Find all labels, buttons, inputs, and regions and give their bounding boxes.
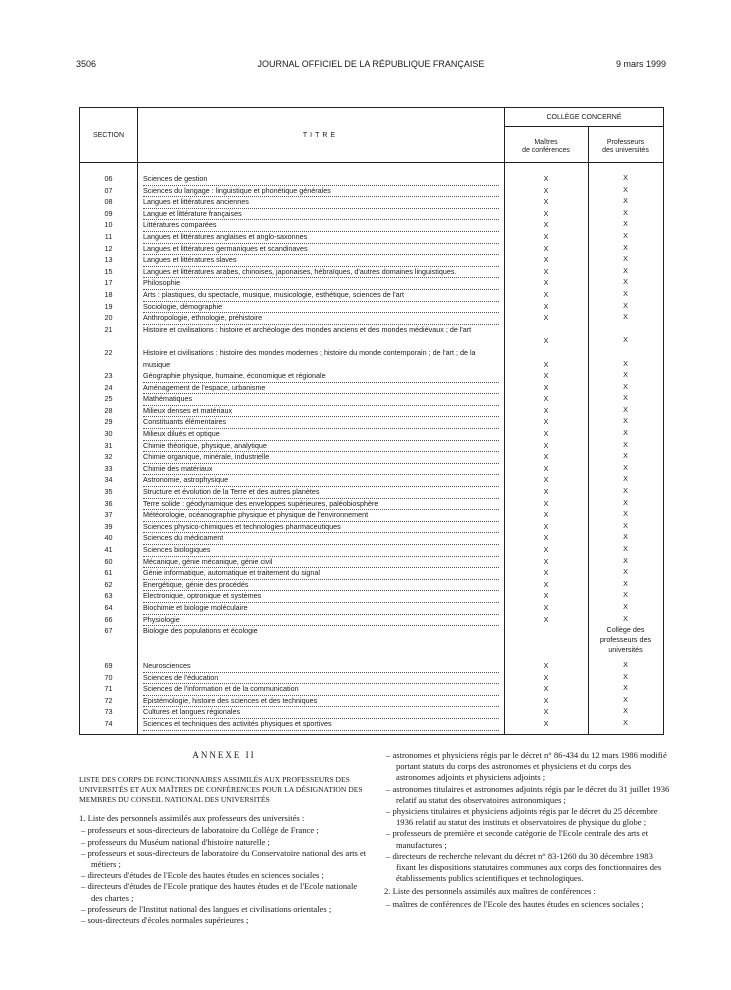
professeurs-mark: X [623,300,628,310]
professeurs-mark: X [623,358,628,368]
professeurs-mark: X [623,509,628,519]
col-header-professeurs [588,139,663,155]
professeurs-mark: X [623,578,628,588]
professeurs-mark: X [623,254,628,264]
professeurs-mark: X [623,520,628,530]
maitres-mark: X [543,255,549,265]
table-row [80,173,663,185]
section-number: 13 [104,255,113,265]
professeurs-mark: X [623,486,628,496]
table-row [80,254,663,266]
professeurs-mark: X [623,544,628,553]
annex-list-item: – professeurs et sous-directeurs de laboratoire du Conservatoire national des arts et métiers ; [81,847,367,870]
table-row [80,625,663,660]
section-number: 36 [104,498,113,508]
section-title: Arts : plastiques, du spectacle, musique, musicologie, esthétique, sciences de l'art [143,289,499,302]
maitres-mark: X [543,440,549,450]
section-title: Génie informatique, automatique et traitement du signal [143,567,499,580]
header-divider [504,126,663,127]
maitres-mark: X [543,231,549,241]
section-number: 19 [104,301,113,311]
maitres-mark: X [543,718,549,728]
table-row [80,695,663,707]
section-number: 25 [104,394,113,404]
table-row [80,486,663,498]
professeurs-mark: X [623,173,628,182]
table-row [80,301,663,313]
annex-list-item: – astronomes et physiciens régis par le décret n° 86-434 du 12 mars 1986 modifié portant statuts du corps des astronomes et physiciens et du corps des astronomes adjoints et physiciens adjoints ; [386,750,667,783]
table-row [80,428,663,440]
professeurs-mark: X [623,683,628,693]
table-row [80,463,663,475]
section-title: Energétique, génie des procédés [143,579,499,592]
section-title: Littératures comparées [143,219,499,232]
section-number: 34 [104,475,113,485]
section-number: 22 [104,347,113,357]
table-row [80,451,663,463]
section-number: 71 [104,684,113,694]
annex-paragraph: 1. Liste des personnels assimilés aux professeurs des universités : [79,813,305,824]
section-title: Astronomie, astrophysique [143,474,499,487]
section-number: 12 [104,243,113,253]
maitres-mark: X [543,208,549,218]
table-row [80,382,663,394]
section-title: Structure et évolution de la Terre et des autres planètes [143,486,499,499]
professeurs-mark: Collège des professeurs des universités [599,625,652,655]
professeurs-mark: X [623,462,628,472]
professeurs-mark: X [623,555,628,565]
col-header-college: COLLÈGE CONCERNÉ [546,114,622,121]
table-row [80,347,663,370]
section-number: 63 [104,591,113,601]
annex-list-item: – directeurs d'études de l'Ecole des hautes études en sciences sociales ; [81,870,324,881]
professeurs-mark: X [623,184,628,194]
professeurs-mark: X [623,659,628,669]
section-number: 64 [104,602,113,612]
section-title: Météorologie, océanographie physique et physique de l'environnement [143,509,499,522]
page-number: 3506 [76,59,97,69]
professeurs-mark: X [623,196,628,206]
col-header-professeurs-line1: Professeurs [606,139,645,146]
section-number: 61 [104,568,113,578]
annex-list-item: – directeurs d'études de l'Ecole pratique des hautes études et de l'Ecole nationale des chartes ; [81,881,358,903]
section-title: Biologie des populations et écologie [143,626,258,636]
section-title: Sciences de l'éducation [143,672,499,685]
section-title: Histoire et civilisations : histoire et archéologie des mondes anciens et des mondes médiévaux ; de l'art [143,324,472,334]
annex-list-item: – astronomes titulaires et astronomes adjoints régis par le décret du 31 juillet 1936 relatif au statut des observatoires astronomiques ; [386,783,670,805]
maitres-mark: X [543,174,549,183]
table-row [80,544,663,556]
section-number: 33 [104,463,113,473]
professeurs-mark: X [623,242,628,252]
maitres-mark: X [543,371,549,381]
col-header-maitres-line1: Maîtres [534,139,558,146]
maitres-mark: X [543,336,549,346]
maitres-mark: X [543,556,549,566]
maitres-mark: X [543,429,549,439]
maitres-mark: X [543,707,549,717]
table-row [80,556,663,568]
maitres-mark: X [543,463,549,473]
section-title: Langues et littératures slaves [143,254,499,267]
maitres-mark: X [543,452,549,462]
table-row [80,498,663,510]
section-title: Géographie physique, humaine, économique et régionale [143,370,499,383]
annex-list-item: – sous-directeurs d'écoles normales supérieures ; [81,915,249,926]
header-bottom-line [80,162,663,163]
maitres-mark: X [543,498,549,508]
table-row [80,219,663,231]
table-row [80,370,663,382]
table-row [80,277,663,289]
maitres-mark: X [543,289,549,299]
maitres-mark: X [543,405,549,415]
section-number: 23 [104,371,113,381]
maitres-mark: X [543,579,549,589]
section-number: 39 [104,521,113,531]
maitres-mark: X [543,660,549,670]
section-number: 11 [104,231,113,241]
section-number: 21 [104,324,113,334]
section-number: 67 [104,626,113,636]
table-body [80,173,663,730]
section-title: Mathématiques [143,393,499,406]
table-row [80,683,663,695]
annex-left-column [79,750,369,926]
col-header-maitres [504,139,588,155]
professeurs-mark: X [623,288,628,298]
table-row [80,440,663,452]
section-title: Constituants élémentaires [143,416,499,429]
section-number: 35 [104,487,113,497]
section-number: 74 [104,718,113,728]
section-number: 30 [104,429,113,439]
section-title: Biochimie et biologie moléculaire [143,602,499,615]
section-title: Electronique, optronique et systèmes [143,590,499,603]
section-title: Langues et littératures anciennes [143,196,499,209]
table-row [80,614,663,626]
maitres-mark: X [543,266,549,276]
annex-right-paragraphs [384,750,670,910]
professeurs-mark: X [623,717,628,727]
table-row [80,324,663,347]
maitres-mark: X [543,220,549,230]
section-number: 32 [104,452,113,462]
professeurs-mark: X [623,404,628,414]
table-row [80,393,663,405]
section-title: Cultures et langues régionales [143,706,499,719]
professeurs-mark: X [623,671,628,681]
professeurs-mark: X [623,439,628,449]
professeurs-mark: X [623,567,628,577]
professeurs-mark: X [623,312,628,322]
section-title: Epistémologie, histoire des sciences et des techniques [143,695,499,708]
section-title: Langues et littératures germaniques et scandinaves [143,243,499,256]
annex-list-item: – maîtres de conférences de l'Ecole des hautes études en sciences sociales ; [386,898,644,909]
maitres-mark: X [543,684,549,694]
annex-right-column [384,750,670,910]
section-title: Chimie des matériaux [143,463,499,476]
section-number: 66 [104,614,113,624]
professeurs-mark: X [623,381,628,391]
table-row [80,289,663,301]
professeurs-mark: X [623,590,628,600]
maitres-mark: X [543,602,549,612]
section-title: Neurosciences [143,660,499,673]
maitres-mark: X [543,568,549,578]
section-number: 62 [104,579,113,589]
section-title: Aménagement de l'espace, urbanisme [143,382,499,395]
professeurs-mark: X [623,265,628,275]
section-number: 09 [104,208,113,218]
section-title: Mécanique, génie mécanique, génie civil [143,556,499,569]
professeurs-mark: X [623,474,628,484]
col-header-section: SECTION [92,132,125,139]
section-number: 41 [104,545,113,554]
maitres-mark: X [543,533,549,543]
professeurs-mark: X [623,219,628,229]
professeurs-mark: X [623,706,628,716]
maitres-mark: X [543,510,549,520]
table-row [80,579,663,591]
journal-title: JOURNAL OFFICIEL DE LA RÉPUBLIQUE FRANÇAISE [257,59,485,69]
section-title: Langue et littérature françaises [143,208,499,221]
section-number: 72 [104,695,113,705]
maitres-mark: X [543,545,549,554]
table-row [80,590,663,602]
section-title: Anthropologie, ethnologie, préhistoire [143,312,499,325]
section-number: 10 [104,220,113,230]
section-title: Sciences de l'information et de la communication [143,683,499,696]
table-row [80,416,663,428]
maitres-mark: X [543,197,549,207]
table-row [80,196,663,208]
section-title: Milieux dilués et optique [143,428,499,441]
annex-left-paragraphs [79,813,369,926]
annex-list-item: – physiciens titulaires et physiciens adjoints régis par le décret du 25 décembre 1936 relatif au statut des instituts et observatoires de physique du globe ; [386,806,658,828]
professeurs-mark: X [623,532,628,542]
issue-date: 9 mars 1999 [615,59,666,69]
maitres-mark: X [543,614,549,624]
section-title: Chimie théorique, physique, analytique [143,440,499,453]
section-number: 08 [104,197,113,207]
annex-paragraph: 2. Liste des personnels assimilés aux maîtres de conférences : [384,886,596,897]
annex-list-item: – professeurs de l'Institut national des langues et civilisations orientales ; [81,903,332,914]
section-title: Chimie organique, minérale, industrielle [143,451,499,464]
professeurs-mark: X [623,207,628,217]
maitres-mark: X [543,382,549,392]
annex-title: LISTE DES CORPS DE FONCTIONNAIRES ASSIMILÉS AUX PROFESSEURS DES UNIVERSITÉS ET AUX MAÎTRES DE CONFÉRENCES POUR LA DÉSIGNATION DES MEMBRES DU CONSEIL NATIONAL DES UNIVERSITÉS [79,775,363,805]
professeurs-mark: X [623,416,628,426]
professeurs-mark: X [623,277,628,287]
maitres-mark: X [543,591,549,601]
section-title: Sciences et techniques des activités physiques et sportives [143,718,499,731]
professeurs-mark: X [623,613,628,623]
table-row [80,706,663,718]
professeurs-mark: X [623,230,628,240]
section-title: Sciences biologiques [143,544,499,557]
table-row [80,532,663,544]
section-number: 06 [104,174,113,183]
section-title: Langues et littératures anglaises et anglo-saxonnes [143,231,499,244]
table-row [80,660,663,672]
maitres-mark: X [543,475,549,485]
maitres-mark: X [543,301,549,311]
professeurs-mark: X [623,393,628,403]
section-title: Milieux denses et matériaux [143,405,499,418]
section-title: Langues et littératures arabes, chinoises, japonaises, hébraïques, d'autres domaines linguistiques. [143,266,499,279]
maitres-mark: X [543,487,549,497]
table-row [80,405,663,417]
annex-heading: ANNEXE II [192,750,256,760]
table-row [80,243,663,255]
annex-list-item: – directeurs de recherche relevant du décret n° 83-1260 du 30 décembre 1983 fixant les dispositions statutaires communes aux corps des fonctionnaires des établissements publics scientifiques et technologiques. [386,850,662,884]
annex-list-item: – professeurs du Muséum national d'histoire naturelle ; [81,836,270,847]
section-number: 18 [104,289,113,299]
section-title: Philosophie [143,277,499,290]
section-title: Physiologie [143,614,499,627]
section-number: 17 [104,278,113,288]
professeurs-mark: X [623,335,628,345]
section-number: 07 [104,185,113,195]
section-number: 73 [104,707,113,717]
section-number: 15 [104,266,113,276]
section-title: Terre solide : géodynamique des enveloppes supérieures, paléobiosphère [143,498,499,511]
section-title: Sociologie, démographie [143,301,499,314]
section-number: 37 [104,510,113,520]
annex-list-item: – professeurs et sous-directeurs de laboratoire du Collège de France ; [81,825,319,836]
annex-list-item: – professeurs de première et seconde catégorie de l'Ecole centrale des arts et manufactures ; [386,828,649,850]
col-header-professeurs-line2: des universités [602,147,649,154]
maitres-mark: X [543,394,549,404]
section-number: 40 [104,533,113,543]
section-number: 60 [104,556,113,566]
col-header-titre: TITRE [302,132,339,139]
section-number: 29 [104,417,113,427]
table-row [80,312,663,324]
maitres-mark: X [543,417,549,427]
table-row [80,474,663,486]
maitres-mark: X [543,185,549,195]
page-header [76,59,666,73]
table-row [80,185,663,197]
professeurs-mark: X [623,694,628,704]
maitres-mark: X [543,521,549,531]
table-row [80,266,663,278]
section-title: Sciences physico-chimiques et technologies pharmaceutiques [143,521,499,534]
table-row [80,521,663,533]
section-title: Histoire et civilisations : histoire des mondes modernes ; histoire du monde contemporain ; de l'art ; de la musique [143,347,476,369]
table-row [80,509,663,521]
maitres-mark: X [543,243,549,253]
table-row [80,672,663,684]
section-number: 28 [104,405,113,415]
section-number: 69 [104,660,113,670]
section-title: Sciences du langage : linguistique et phonétique générales [143,185,499,198]
maitres-mark: X [543,359,549,369]
table-row [80,231,663,243]
maitres-mark: X [543,278,549,288]
section-number: 70 [104,672,113,682]
professeurs-mark: X [623,601,628,611]
professeurs-mark: X [623,428,628,438]
maitres-mark: X [543,313,549,323]
maitres-mark: X [543,695,549,705]
professeurs-mark: X [623,497,628,507]
section-number: 31 [104,440,113,450]
col-header-maitres-line2: de conférences [522,147,570,154]
professeurs-mark: X [623,370,628,380]
professeurs-mark: X [623,451,628,461]
sections-table [79,107,664,735]
maitres-mark: X [543,672,549,682]
table-row [80,567,663,579]
section-number: 24 [104,382,113,392]
table-row [80,602,663,614]
table-row [80,718,663,730]
table-row [80,208,663,220]
section-title: Sciences du médicament [143,532,499,545]
section-title: Sciences de gestion [143,173,499,186]
section-number: 20 [104,313,113,323]
